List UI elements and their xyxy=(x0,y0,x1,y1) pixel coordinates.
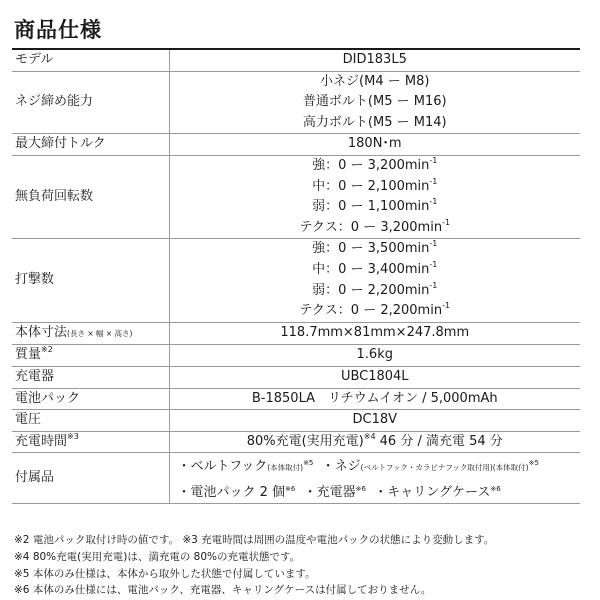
charge-practical: 80%充電(実用充電) xyxy=(246,433,364,449)
label-mass xyxy=(12,345,169,367)
value-voltage: DC18V xyxy=(169,410,580,432)
row-noload-speed xyxy=(12,155,580,238)
accessory-charger: ・充電器 xyxy=(303,484,356,500)
value-impact-rate xyxy=(169,239,580,322)
footnote-ref: ※2 xyxy=(41,345,53,355)
speed-line xyxy=(170,197,581,218)
unit-exponent: -1 xyxy=(429,155,438,165)
unit-exponent: -1 xyxy=(429,259,438,269)
value-capacity xyxy=(169,71,580,134)
row-dimensions xyxy=(12,322,580,345)
value-dimensions: 118.7mm×81mm×247.8mm xyxy=(169,322,580,345)
row-model xyxy=(12,50,580,71)
value-noload-speed xyxy=(169,155,580,238)
spec-table xyxy=(12,50,580,504)
page-title: 商品仕様 xyxy=(14,18,102,42)
speed-value: 強：0 ー 3,200min xyxy=(312,157,430,173)
label-charge-time xyxy=(12,431,169,453)
row-mass xyxy=(12,345,580,367)
value-model: DID183L5 xyxy=(169,50,580,71)
row-voltage xyxy=(12,410,580,432)
row-accessories xyxy=(12,453,580,504)
value-battery: B-1850LA リチウムイオン / 5,000mAh xyxy=(169,388,580,410)
value-charger: UBC1804L xyxy=(169,366,580,388)
impact-value: 強：0 ー 3,500min xyxy=(312,241,430,257)
speed-line xyxy=(170,177,581,198)
impact-line xyxy=(170,301,581,322)
capacity-line: 小ネジ(M4 ー M8) xyxy=(320,73,430,89)
label-noload-speed: 無負荷回転数 xyxy=(12,155,169,238)
capacity-line: 高力ボルト(M5 ー M14) xyxy=(302,114,447,130)
row-impact-rate xyxy=(12,239,580,322)
speed-value: テクス：0 ー 3,200min xyxy=(299,219,443,235)
unit-exponent: -1 xyxy=(442,217,451,227)
label-capacity: ネジ締め能力 xyxy=(12,71,169,134)
value-accessories xyxy=(169,453,580,504)
label-battery: 電池パック xyxy=(12,388,169,410)
label-accessories: 付属品 xyxy=(12,453,169,504)
footnote-ref: ※3 xyxy=(67,431,79,441)
unit-exponent: -1 xyxy=(429,176,438,186)
footnote: ※6 本体のみ仕様には、電池パック、充電器、キャリングケースは付属しておりません。 xyxy=(14,584,432,597)
footnote-ref: ※5 xyxy=(303,459,314,468)
footnote: ※4 80%充電(実用充電)は、満充電の 80%の充電状態です。 xyxy=(14,550,301,563)
footnote-ref: ※6 xyxy=(490,484,501,493)
label-text: 質量 xyxy=(15,347,42,363)
footnote-ref: ※5 xyxy=(528,459,539,468)
label-model: モデル xyxy=(12,50,169,71)
impact-value: 弱：0 ー 2,200min xyxy=(312,282,430,298)
row-capacity xyxy=(12,71,580,134)
impact-line xyxy=(170,281,581,302)
impact-value: テクス：0 ー 2,200min xyxy=(299,303,443,319)
charge-durations: 46 分 / 満充電 54 分 xyxy=(375,433,503,449)
footnote: ※5 本体のみ仕様は、本体から取外した状態で付属しています。 xyxy=(14,567,316,580)
value-charge-time xyxy=(169,431,580,453)
accessory-carrying-case: ・キャリングケース xyxy=(374,484,491,500)
accessory-subtext: (ベルトフック・カラビナフック取付用)(本体取付) xyxy=(360,463,529,473)
accessory-battery-pack: ・電池パック 2 個 xyxy=(177,484,286,500)
label-text: 本体寸法 xyxy=(15,324,68,340)
accessory-screw: ・ネジ xyxy=(321,459,361,475)
footnotes xyxy=(14,532,584,599)
impact-line xyxy=(170,260,581,281)
label-dimensions xyxy=(12,322,169,345)
footnote-ref: ※6 xyxy=(355,484,366,493)
unit-exponent: -1 xyxy=(429,239,438,249)
impact-value: 中：0 ー 3,400min xyxy=(312,261,430,277)
value-mass: 1.6kg xyxy=(169,345,580,367)
footnote-ref: ※4 xyxy=(363,431,376,441)
impact-line xyxy=(170,239,581,260)
speed-value: 中：0 ー 2,100min xyxy=(312,178,430,194)
accessory-belt-hook: ・ベルトフック xyxy=(177,459,268,475)
accessory-line xyxy=(178,453,581,479)
speed-line xyxy=(170,218,581,239)
row-charger xyxy=(12,366,580,388)
value-torque: 180N･m xyxy=(169,134,580,156)
capacity-line: 普通ボルト(M5 ー M16) xyxy=(302,94,447,110)
unit-exponent: -1 xyxy=(429,280,438,290)
label-charger: 充電器 xyxy=(12,366,169,388)
label-voltage: 電圧 xyxy=(12,410,169,432)
unit-exponent: -1 xyxy=(442,301,451,311)
label-impact-rate: 打撃数 xyxy=(12,239,169,322)
label-subtext: (長さ × 幅 × 高さ) xyxy=(67,328,133,338)
unit-exponent: -1 xyxy=(429,197,438,207)
label-torque: 最大締付トルク xyxy=(12,134,169,156)
speed-value: 弱：0 ー 1,100min xyxy=(312,199,430,215)
row-battery xyxy=(12,388,580,410)
row-torque xyxy=(12,134,580,156)
label-text: 充電時間 xyxy=(15,433,68,449)
footnote-ref: ※6 xyxy=(285,484,296,493)
speed-line xyxy=(170,156,581,177)
row-charge-time xyxy=(12,431,580,453)
accessory-line xyxy=(178,479,581,504)
accessory-subtext: (本体取付) xyxy=(267,463,304,473)
footnote: ※2 電池パック取付け時の値です。 ※3 充電時間は周囲の温度や電池パックの状態により変動します。 xyxy=(14,534,495,546)
